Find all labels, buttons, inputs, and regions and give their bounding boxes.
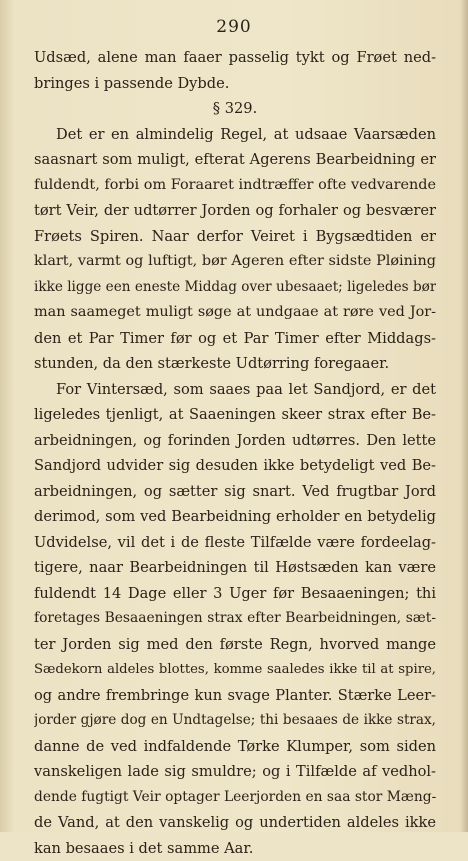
text-line: Sandjord udvider sig desuden ikke betydeligt ved Be- bbox=[34, 453, 436, 479]
text-line: klart, varmt og luftigt, bør Ageren efter sidste Pløining bbox=[34, 249, 436, 275]
page-number: 290 bbox=[0, 17, 468, 37]
text-line: arbeidningen, og sætter sig snart. Ved frugtbar Jord bbox=[34, 479, 436, 505]
text-line: fuldendt, forbi om Foraaret indtræffer ofte vedvarende bbox=[34, 173, 436, 199]
text-line: danne de ved indfaldende Tørke Klumper, som siden bbox=[34, 734, 436, 760]
text-line: dende fugtigt Veir optager Leerjorden en saa stor Mæng- bbox=[34, 785, 436, 811]
text-line: fuldendt 14 Dage eller 3 Uger før Besaaeningen; thi bbox=[34, 581, 436, 607]
text-line: stunden, da den stærkeste Udtørring foregaaer. bbox=[34, 351, 436, 377]
text-line: tørt Veir, der udtørrer Jorden og forhaler og besværer bbox=[34, 198, 436, 224]
text-line: arbeidningen, og forinden Jorden udtørres. Den lette bbox=[34, 428, 436, 454]
text-line: ikke ligge een eneste Middag over ubesaaet; ligeledes bør bbox=[34, 275, 436, 301]
text-line: Det er en almindelig Regel, at udsaae Vaarsæden bbox=[34, 122, 436, 148]
text-line: Frøets Spiren. Naar derfor Veiret i Bygsædtiden er bbox=[34, 224, 436, 250]
text-line: kan besaaes i det samme Aar. bbox=[34, 836, 436, 861]
text-line: og andre frembringe kun svage Planter. Stærke Leer- bbox=[34, 683, 436, 709]
body-text bbox=[34, 45, 436, 861]
text-line: foretages Besaaeningen strax efter Bearbeidningen, sæt- bbox=[34, 606, 436, 632]
page-edge-shadow bbox=[460, 0, 468, 832]
text-line: bringes i passende Dybde. bbox=[34, 71, 436, 97]
text-line: For Vintersæd, som saaes paa let Sandjord, er det bbox=[34, 377, 436, 403]
text-line: de Vand, at den vanskelig og undertiden aldeles ikke bbox=[34, 810, 436, 836]
text-line: saasnart som muligt, efterat Agerens Bearbeidning er bbox=[34, 147, 436, 173]
text-line: den et Par Timer før og et Par Timer efter Middags- bbox=[34, 326, 436, 352]
text-line: jorder gjøre dog en Undtagelse; thi besaaes de ikke strax, bbox=[34, 708, 436, 734]
text-line: man saameget muligt søge at undgaae at røre ved Jor- bbox=[34, 300, 436, 326]
text-line: derimod, som ved Bearbeidning erholder en betydelig bbox=[34, 504, 436, 530]
text-line: Udvidelse, vil det i de fleste Tilfælde være fordeelag- bbox=[34, 530, 436, 556]
text-line: Sædekorn aldeles blottes, komme saaledes ikke til at spire, bbox=[34, 657, 436, 683]
section-heading: § 329. bbox=[34, 96, 436, 122]
text-line: ligeledes tjenligt, at Saaeningen skeer strax efter Be- bbox=[34, 402, 436, 428]
text-line: vanskeligen lade sig smuldre; og i Tilfælde af vedhol- bbox=[34, 759, 436, 785]
text-line: ter Jorden sig med den første Regn, hvorved mange bbox=[34, 632, 436, 658]
text-line: Udsæd, alene man faaer passelig tykt og Frøet ned- bbox=[34, 45, 436, 71]
text-line: tigere, naar Bearbeidningen til Høstsæden kan være bbox=[34, 555, 436, 581]
